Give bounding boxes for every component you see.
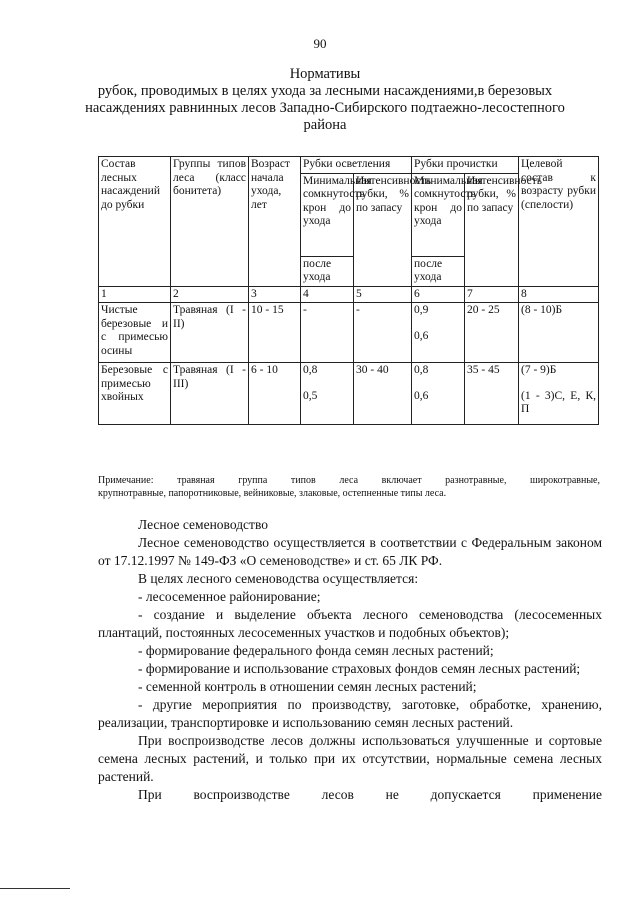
header-composition: Состав лесных насаждений до рубки: [99, 157, 171, 287]
header-intensity-2: Интенсивность рубки, % по запасу: [465, 173, 519, 286]
list-item: - другие мероприятия по производству, заготовке, обработке, хранению, реализации, транспортировке и использованию семян лесных растений.: [98, 697, 602, 730]
body-text: [98, 516, 602, 804]
col-number: 7: [465, 286, 519, 303]
col-number: 1: [99, 286, 171, 303]
paragraph: В целях лесного семеноводства осуществляется:: [138, 571, 419, 586]
cell-min-density-2: [412, 303, 465, 363]
header-clarification: Рубки осветления: [301, 157, 412, 174]
cell-min-density-2: [412, 363, 465, 425]
header-min-density-1: Минимальная сомкнутость крон до ухода: [301, 173, 354, 256]
cell-target: [519, 303, 599, 363]
cell-composition: Чистые березовые и с примесью осины: [99, 303, 171, 363]
cell-target-a: (7 - 9)Б: [521, 364, 557, 376]
footer-divider: [0, 888, 70, 889]
table-note: [98, 474, 600, 500]
header-after-2: после ухода: [412, 256, 465, 286]
cell-min-density-2-before: 0,9: [414, 304, 429, 316]
cell-target: [519, 363, 599, 425]
table-row: [99, 363, 599, 425]
cell-intensity-2: 35 - 45: [465, 363, 519, 425]
cell-composition: Березовые с примесью хвойных: [99, 363, 171, 425]
paragraph: При воспроизводстве лесов должны использоваться улучшенные и сортовые семена лесных растений, и только при их отсутствии, нормальные семена лесных растений.: [98, 733, 602, 784]
note-line-2: крупнотравные, папоротниковые, вейниковые, злаковые, остепненные типы леса.: [98, 488, 447, 499]
cell-min-density-2-after: 0,6: [414, 389, 429, 402]
header-forest-groups: Группы типов леса (класс бонитета): [171, 157, 249, 287]
header-thinning: Рубки прочистки: [412, 157, 519, 174]
cell-age: 10 - 15: [249, 303, 301, 363]
header-after-1: после ухода: [301, 256, 354, 286]
cell-min-density-1: [301, 303, 354, 363]
page-number: 90: [313, 36, 327, 51]
col-number: 4: [301, 286, 354, 303]
cell-min-density-1: [301, 363, 354, 425]
header-age: Возраст начала ухода, лет: [249, 157, 301, 287]
cell-intensity-1: 30 - 40: [354, 363, 412, 425]
cell-min-density-2-before: 0,8: [414, 364, 429, 376]
title-line-2: рубок, проводимых в целях ухода за лесными насаждениями,в березовых: [97, 83, 553, 99]
cell-target-b: (1 - 3)С, Е, К, П: [521, 389, 597, 415]
col-number: 3: [249, 286, 301, 303]
table-row: [99, 303, 599, 363]
cell-min-density-1-after: 0,5: [303, 389, 318, 402]
list-item: - формирование и использование страховых фондов семян лесных растений;: [138, 661, 581, 676]
paragraph: Лесное семеноводство осуществляется в соответствии с Федеральным законом от 17.12.1997 № 149-ФЗ «О семеноводстве» и ст. 65 ЛК РФ.: [98, 535, 602, 568]
cell-age: 6 - 10: [249, 363, 301, 425]
cell-min-density-2-after: 0,6: [414, 329, 429, 342]
cell-target-a: (8 - 10)Б: [521, 304, 563, 316]
list-item: - семенной контроль в отношении семян лесных растений;: [138, 679, 477, 694]
title-line-1: Нормативы: [289, 66, 361, 82]
paragraph: При воспроизводстве лесов не допускается применение: [138, 787, 602, 802]
list-item: - создание и выделение объекта лесного семеноводства (лесосеменных плантаций, постоянных лесосеменных участков и подобных объектов);: [98, 607, 602, 640]
header-target: Целевой состав к возрасту рубки (спелости): [519, 157, 599, 287]
cell-min-density-1-before: 0,8: [303, 364, 318, 376]
list-item: - формирование федерального фонда семян лесных растений;: [138, 643, 494, 658]
col-number: 5: [354, 286, 412, 303]
cell-min-density-1-before: -: [303, 304, 307, 316]
title-line-3: насаждениях равнинных лесов Западно-Сибирского подтаежно-лесостепного: [85, 100, 565, 116]
col-number: 6: [412, 286, 465, 303]
header-min-density-2: Минимальная сомкнутость крон до ухода: [412, 173, 465, 256]
cell-forest-group: Травяная (I - II): [171, 303, 249, 363]
norms-table: [98, 156, 599, 425]
list-item: - лесосеменное районирование;: [138, 589, 321, 604]
column-number-row: [99, 286, 599, 303]
note-line-1: Примечание: травяная группа типов леса включает разнотравные, широкотравные,: [98, 475, 600, 486]
title-line-4: района: [303, 117, 347, 133]
cell-intensity-1: -: [354, 303, 412, 363]
document-title: [80, 66, 570, 134]
cell-forest-group: Травяная (I - III): [171, 363, 249, 425]
header-intensity-1: Интенсивность рубки, % по запасу: [354, 173, 412, 286]
col-number: 2: [171, 286, 249, 303]
section-heading: Лесное семеноводство: [138, 517, 268, 532]
cell-intensity-2: 20 - 25: [465, 303, 519, 363]
table-header-row: [99, 157, 599, 174]
col-number: 8: [519, 286, 599, 303]
